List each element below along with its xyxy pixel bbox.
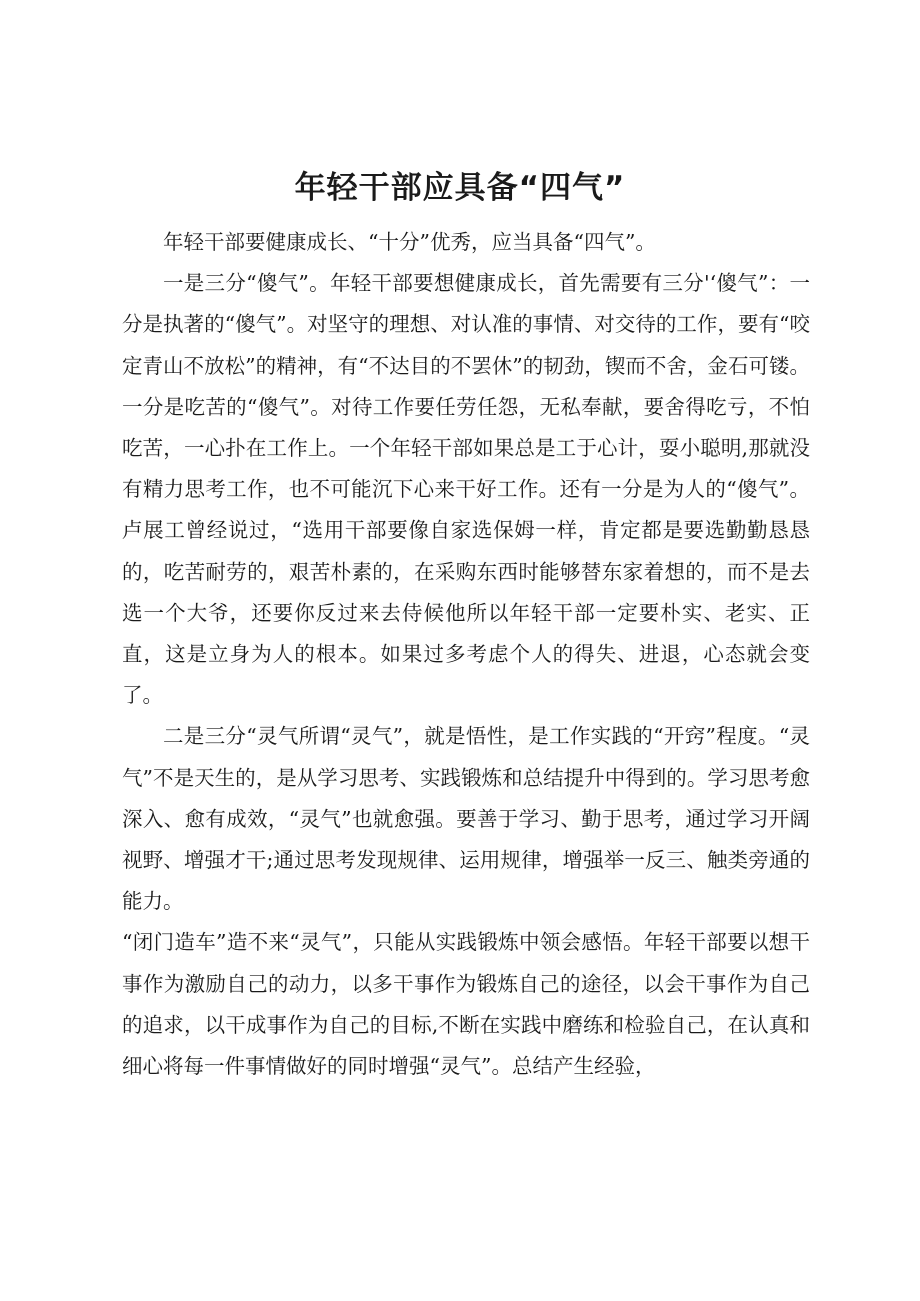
document-title: 年轻干部应具备“四气” [294,170,626,206]
document-body [122,222,810,1087]
paragraph-practice: “闭门造车”造不来“灵气”，只能从实践锻炼中领会感悟。年轻干部要以想干事作为激励自己的动力，以多干事作为锻炼自己的途径，以会干事作为自己的追求，以干成事作为自己的目标,不断在实践中磨练和检验自己，在认真和细心将每一件事情做好的同时增强“灵气”。总结产生经验， [122,930,810,1079]
paragraph-lingqi: 二是三分“灵气所谓“灵气”，就是悟性，是工作实践的“开窍”程度。“灵气”不是天生的，是从学习思考、实践锻炼和总结提升中得到的。学习思考愈深入、愈有成效，“灵气”也就愈强。要善于学习、勤于思考，通过学习开阔视野、增强才干;通过思考发现规律、运用规律，增强举一反三、触类旁通的能力。 [122,724,810,914]
paragraph-shaqi: 一是三分“傻气”。年轻干部要想健康成长，首先需要有三分'‘傻气”：一分是执著的“傻气”。对坚守的理想、对认准的事情、对交待的工作，要有“咬定青山不放松”的精神，有“不达目的不罢休”的韧劲，锲而不舍，金石可镂。一分是吃苦的“傻气”。对待工作要任劳任怨，无私奉献，要舍得吃亏，不怕吃苦，一心扑在工作上。一个年轻干部如果总是工于心计，耍小聪明,那就没有精力思考工作，也不可能沉下心来干好工作。还有一分是为人的“傻气”。卢展工曾经说过，“选用干部要像自家选保姆一样，肯定都是要选勤勤恳恳的，吃苦耐劳的，艰苦朴素的，在采购东西时能够替东家着想的，而不是去选一个大爷，还要你反过来去侍候他所以年轻干部一定要朴实、老实、正直，这是立身为人的根本。如果过多考虑个人的得失、进退，心态就会变了。 [122,271,810,708]
paragraph-intro: 年轻干部要健康成长、“十分”优秀，应当具备“四气”。 [163,230,656,254]
